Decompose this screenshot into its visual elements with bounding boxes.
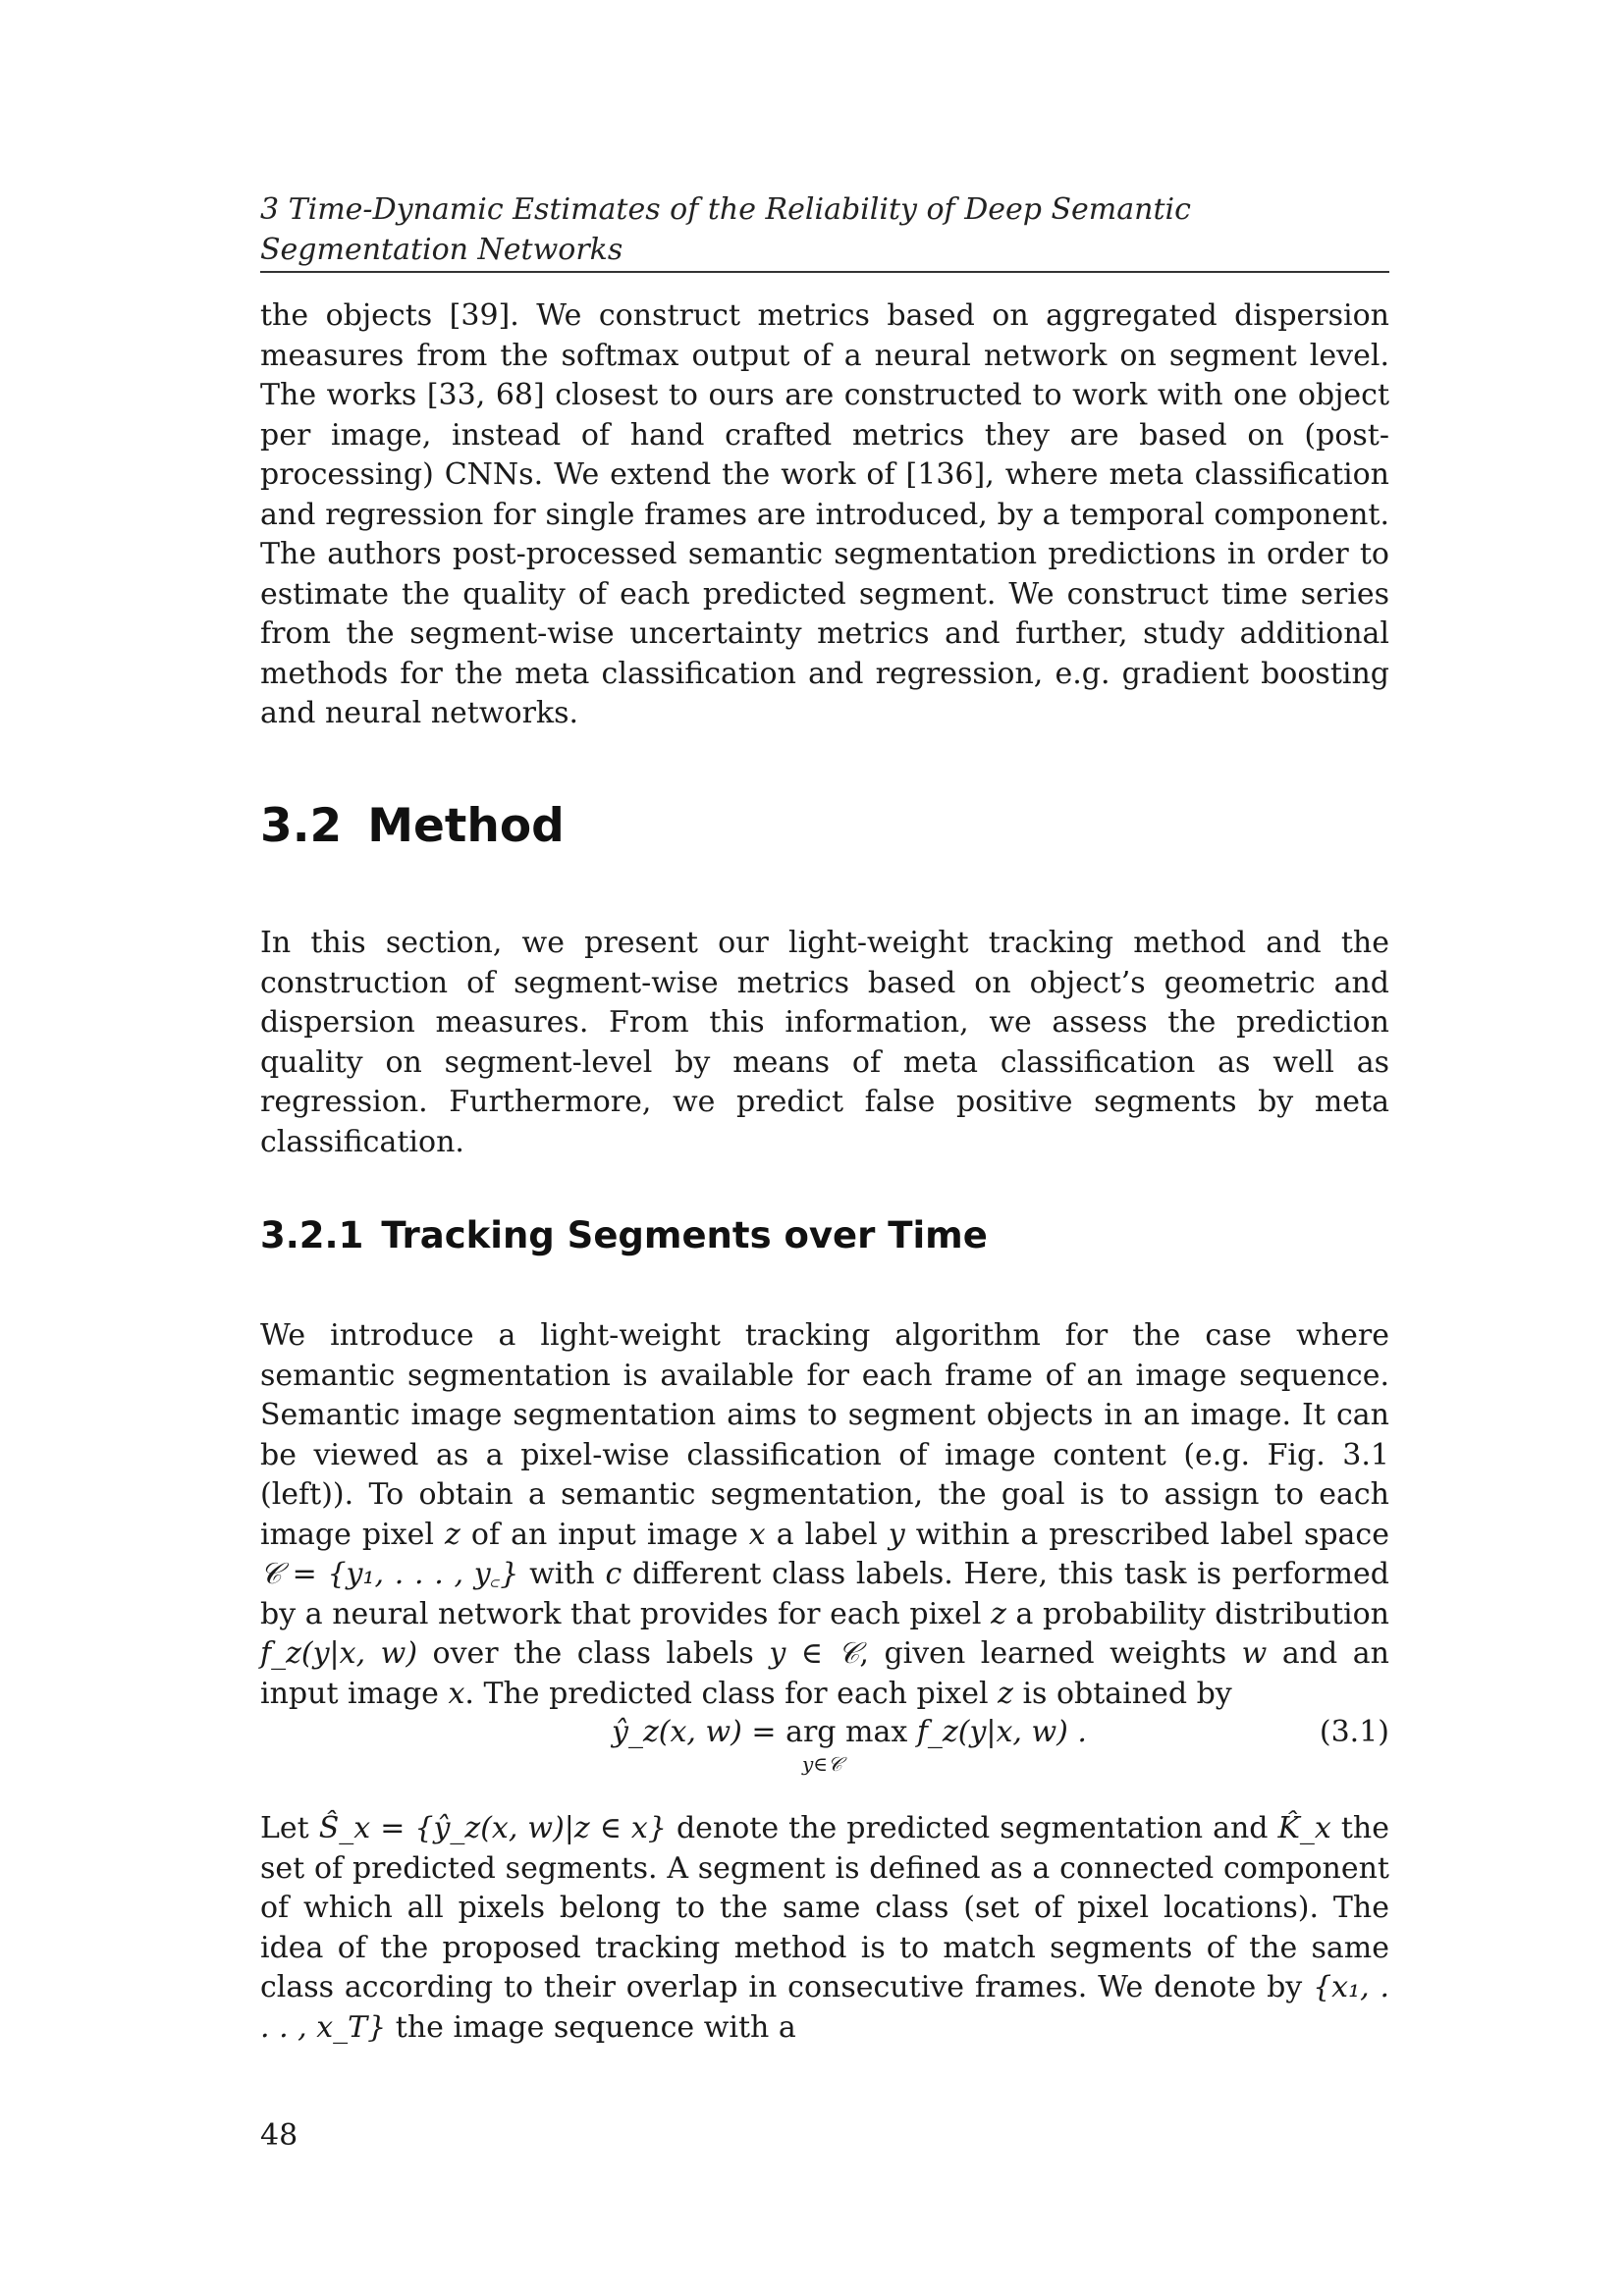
text-run: denote the predicted segmentation and xyxy=(666,1811,1278,1845)
math-z: z xyxy=(445,1517,460,1552)
equation-number: (3.1) xyxy=(1319,1715,1389,1749)
math-segment-set: K̂_x xyxy=(1277,1811,1331,1845)
text-run: We introduce a light-weight tracking algorithm for the case where semantic segmentation is available for each frame of an image sequence. Semantic image segmentation aims to segment objects in an image. It can be viewed as a pixel-wise classification of image content (e.g. Fig. 3.1 (left)). To obtain a semantic segmentation, the goal is to assign to each image pixel xyxy=(260,1318,1389,1552)
paragraph-tracking-2 xyxy=(260,1809,1389,2048)
subsection-number: 3.2.1 xyxy=(260,1214,364,1256)
equation-rhs: f_z(y|x, w) . xyxy=(916,1715,1087,1749)
text-run: over the class labels xyxy=(417,1636,770,1671)
math-probability: f_z(y|x, w) xyxy=(260,1636,418,1671)
section-number: 3.2 xyxy=(260,799,343,853)
text-run: within a prescribed label space xyxy=(904,1517,1389,1552)
running-head: 3 Time-Dynamic Estimates of the Reliability of Deep Semantic Segmentation Networks xyxy=(260,192,1191,267)
page-number: 48 xyxy=(260,2118,298,2153)
header-rule xyxy=(260,271,1389,273)
equation-subscript: y∈𝒞 xyxy=(802,1752,842,1776)
paragraph-method-intro: In this section, we present our light-weight tracking method and the construction of segment-wise metrics based on object’s geometric and dispersion measures. From this information, we assess the prediction quality on segment-level by means of meta classification as well as regression. Furthermore, we predict false positive segments by meta classification. xyxy=(260,926,1389,1159)
math-predicted-segmentation: Ŝ_x = {ŷ_z(x, w)|z ∈ x} xyxy=(318,1811,667,1845)
equation-3-1 xyxy=(260,1713,1389,1782)
text-run: the set of predicted segments. A segment is defined as a connected component of which all pixels belong to the same class (set of pixel locations). The idea of the proposed tracking method is to match segments of the same class according to their overlap in consecutive frames. We denote by xyxy=(260,1811,1389,2004)
math-label-space: 𝒞 = {y₁, . . . , y꜀} xyxy=(260,1557,519,1591)
math-z: z xyxy=(998,1676,1013,1711)
section-title: Method xyxy=(367,799,565,853)
paragraph-tracking-1 xyxy=(260,1316,1389,1714)
text-run: of an input image xyxy=(460,1517,749,1552)
text-run: a probability distribution xyxy=(1005,1596,1389,1631)
math-image-sequence: {x₁, . . . , x_T} xyxy=(260,1970,1389,2045)
text-run: , given learned weights xyxy=(859,1636,1242,1671)
text-run: the image sequence with a xyxy=(386,2009,796,2045)
equation-body xyxy=(612,1713,1087,1752)
text-run: with xyxy=(518,1557,606,1591)
text-run: and an input image xyxy=(260,1636,1389,1711)
math-y-in-c: y ∈ 𝒞 xyxy=(769,1636,860,1671)
text-run: different class labels. Here, this task is performed by a neural network that provides for each pixel xyxy=(260,1557,1390,1631)
section-heading xyxy=(260,797,565,856)
math-x: x xyxy=(748,1517,766,1552)
math-z: z xyxy=(991,1596,1006,1631)
subsection-title: Tracking Segments over Time xyxy=(381,1214,988,1256)
math-x: x xyxy=(448,1676,465,1711)
math-y: y xyxy=(888,1517,905,1552)
math-c: c xyxy=(605,1557,623,1591)
text-run: Let xyxy=(260,1811,319,1845)
text-run: a label xyxy=(765,1517,889,1552)
paragraph-intro-continued: the objects [39]. We construct metrics based on aggregated dispersion measures from the softmax output of a neural network on segment level. The works [33, 68] closest to ours are constructed to work with one object per image, instead of hand crafted metrics they are based on (post-processing) CNNs. We extend the work of [136], where meta classification and regression for single frames are introduced, by a temporal component. The authors post-processed semantic segmentation predictions in order to estimate the quality of each predicted segment. We construct time series from the segment-wise uncertainty metrics and further, study additional methods for the meta classification and regression, e.g. gradient boosting and neural networks. xyxy=(260,298,1389,730)
subsection-heading xyxy=(260,1212,988,1259)
equation-lhs: ŷ_z(x, w) = xyxy=(612,1715,777,1749)
text-run: is obtained by xyxy=(1012,1676,1232,1711)
math-w: w xyxy=(1241,1636,1268,1671)
equation-operator: arg max xyxy=(785,1715,908,1749)
text-run: . The predicted class for each pixel xyxy=(464,1676,999,1711)
